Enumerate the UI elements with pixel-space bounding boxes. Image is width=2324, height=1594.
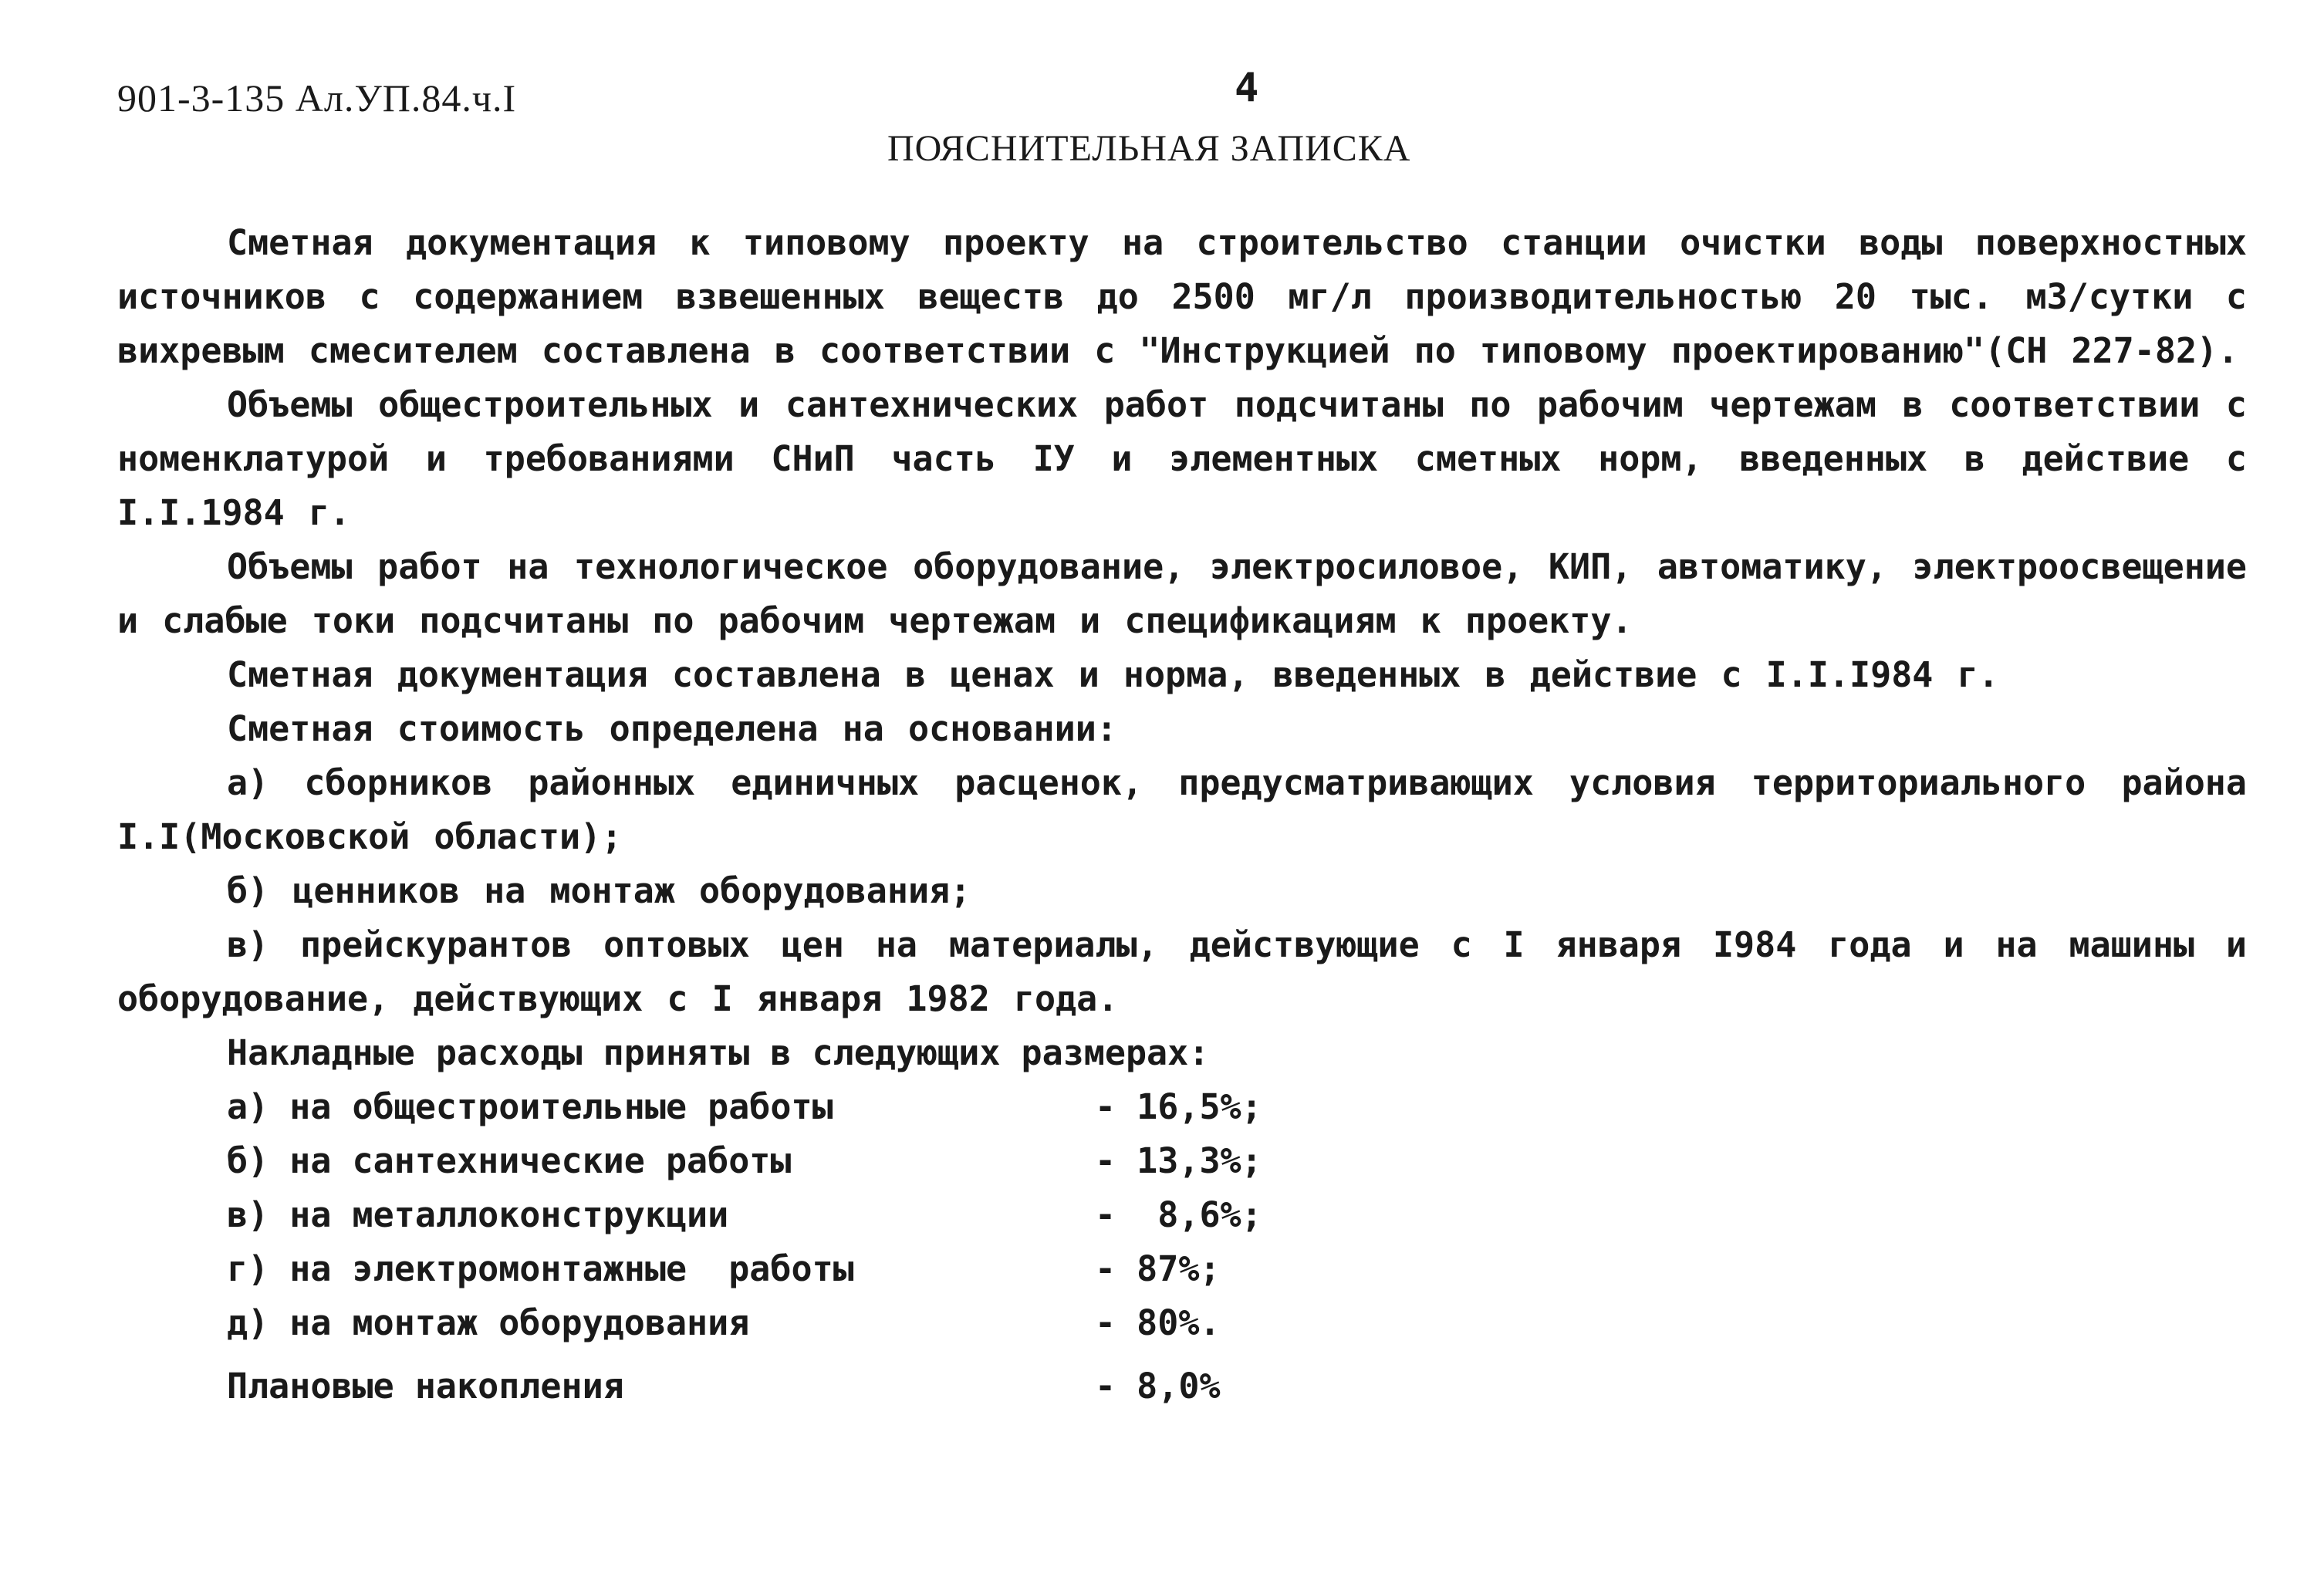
overhead-rate-value: - 80%. — [1095, 1302, 1221, 1343]
overhead-rates-list — [117, 1080, 2247, 1413]
planned-savings-label: Плановые накопления — [227, 1366, 624, 1407]
document-body — [117, 216, 2247, 1413]
overhead-rate-label: д) на монтаж оборудования — [227, 1302, 750, 1343]
overhead-rate-row — [227, 1080, 2247, 1134]
page-title: ПОЯСНИТЕЛЬНАЯ ЗАПИСКА — [887, 128, 1411, 169]
overhead-rate-row — [227, 1242, 2247, 1296]
overhead-rate-row — [227, 1188, 2247, 1242]
paragraph-item-v: в) прейскурантов оптовых цен на материалы, действующие с I января I984 года и на машины и оборудование, действующих с I января 1982 года. — [117, 924, 2247, 1019]
overhead-rate-value: - 13,3%; — [1095, 1140, 1262, 1181]
overhead-rate-label: б) на сантехнические работы — [227, 1140, 792, 1181]
paragraph-item-b: б) ценников на монтаж оборудования; — [227, 870, 971, 911]
overhead-rate-value: - 87%; — [1095, 1248, 1221, 1289]
overhead-rate-label: а) на общестроительные работы — [227, 1086, 833, 1127]
paragraph-volumes-construction: Объемы общестроительных и сантехнических работ подсчитаны по рабочим чертежам в соответствии с номенклатурой и требованиями СНиП часть IУ и элементных сметных норм, введенных в действие с I.I.1984 г. — [117, 384, 2247, 533]
overhead-rate-value: - 8,6%; — [1095, 1194, 1262, 1235]
paragraph-volumes-equipment: Объемы работ на технологическое оборудование, электросиловое, КИП, автоматику, электроосвещение и слабые токи подсчитаны по рабочим чертежам и спецификациям к проекту. — [117, 546, 2247, 641]
overhead-rate-label: г) на электромонтажные работы — [227, 1248, 854, 1289]
overhead-intro: Накладные расходы приняты в следующих размерах: — [227, 1032, 1210, 1073]
document-code: 901-3-135 Ал.УП.84.ч.I — [117, 76, 517, 120]
overhead-rate-row — [227, 1296, 2247, 1350]
paragraph-intro: Сметная документация к типовому проекту на строительство станции очистки воды поверхностных источников с содержанием взвешенных веществ до 2500 мг/л производительностью 20 тыс. м3/сутки с вихревым смесителем составлена в соответствии с "Инструкцией по типовому проектированию"(СН 227-82). — [117, 222, 2247, 371]
paragraph-prices: Сметная документация составлена в ценах и норма, введенных в действие с I.I.I984 г. — [227, 654, 1999, 695]
overhead-rate-label: в) на металлоконструкции — [227, 1194, 729, 1235]
page-number: 4 — [1235, 65, 1259, 111]
planned-savings-value: - 8,0% — [1095, 1366, 1221, 1407]
paragraph-cost-basis: Сметная стоимость определена на основании: — [227, 708, 1117, 749]
overhead-rate-row — [227, 1134, 2247, 1188]
overhead-rate-value: - 16,5%; — [1095, 1086, 1262, 1127]
planned-savings-row — [227, 1359, 2247, 1413]
paragraph-item-a: а) сборников районных единичных расценок, предусматривающих условия территориального района I.I(Московской области); — [117, 762, 2247, 857]
